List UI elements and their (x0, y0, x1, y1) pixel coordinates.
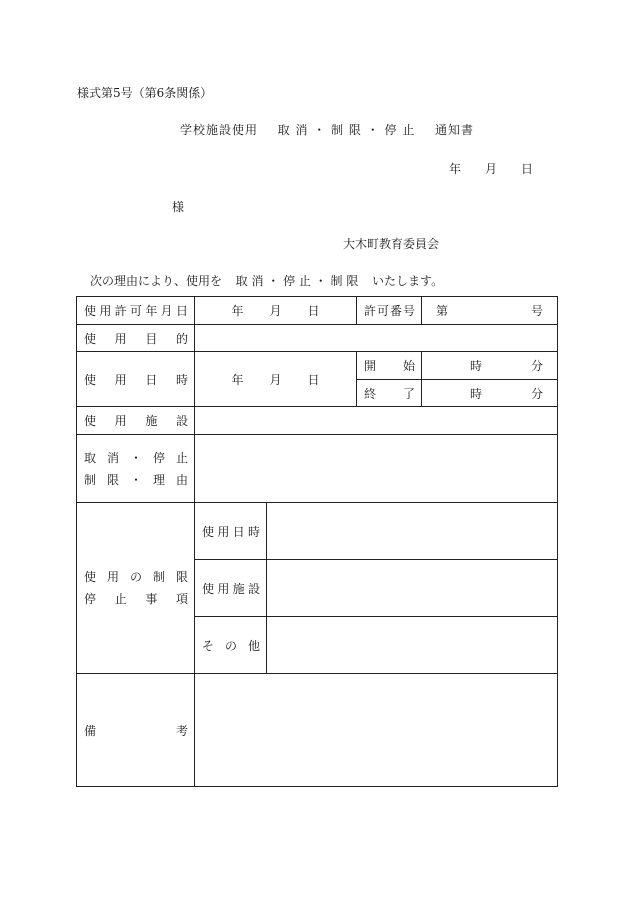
sub-datetime-value (267, 503, 558, 560)
intro-prefix: 次の理由により、使用を (90, 274, 223, 288)
title-suffix: 通知書 (435, 123, 475, 137)
permit-number-suffix: 号 (531, 304, 544, 318)
end-hour: 時 (470, 386, 483, 401)
sub-datetime-label: 使用日時 (195, 503, 267, 560)
row-remarks (77, 674, 558, 787)
permit-number-label: 許可番号 (357, 297, 422, 325)
facility-value (195, 407, 558, 435)
use-date-month: 月 (269, 372, 282, 387)
end-time-value (422, 380, 558, 407)
reason-value (195, 435, 558, 503)
row-restriction-datetime (77, 503, 558, 560)
reason-label (77, 435, 195, 503)
permit-date-month: 月 (269, 304, 282, 318)
form-number: 様式第5号（第6条関係） (77, 86, 213, 100)
remarks-label (77, 674, 195, 787)
start-minute: 分 (531, 359, 544, 373)
document-title (180, 121, 474, 138)
addressee-suffix: 様 (172, 200, 185, 214)
purpose-value (195, 325, 558, 352)
use-date-year: 年 (231, 372, 244, 387)
use-date-day: 日 (307, 372, 320, 387)
purpose-label: 使用目的 (77, 325, 195, 352)
row-facility (77, 407, 558, 435)
use-date-value (195, 352, 357, 407)
end-minute: 分 (531, 386, 544, 401)
issuer-name: 大木町教育委員会 (343, 237, 440, 251)
title-prefix: 学校施設使用 (180, 123, 259, 137)
start-hour: 時 (470, 359, 483, 373)
permit-number-value (422, 297, 558, 325)
issue-date-month: 月 (485, 162, 498, 176)
start-time-value (422, 352, 558, 380)
sub-other-value (267, 617, 558, 674)
end-label: 終了 (357, 380, 422, 407)
sub-facility-value (267, 560, 558, 617)
row-reason (77, 435, 558, 503)
issue-date-day: 日 (521, 162, 534, 176)
permit-date-day: 日 (307, 304, 320, 318)
restriction-label-line1: 使用の制限 (84, 570, 188, 584)
facility-label: 使用施設 (77, 407, 195, 435)
reason-label-line2: 制限・理由 (84, 472, 188, 487)
reason-label-line1: 取消・停止 (84, 450, 188, 465)
row-permit-date (77, 297, 558, 325)
permit-date-year: 年 (231, 304, 244, 318)
title-options: 取 消 ・ 制 限 ・ 停 止 (277, 123, 416, 137)
issue-date (449, 160, 533, 177)
remarks-value (195, 674, 558, 787)
remarks-label-2: 考 (175, 723, 188, 738)
start-label: 開始 (357, 352, 422, 380)
intro-options: 取 消 ・ 停 止 ・ 制 限 (235, 274, 359, 288)
remarks-label-1: 備 (84, 723, 97, 738)
intro-sentence (90, 272, 443, 289)
permit-date-label: 使用許可年月日 (77, 297, 195, 325)
intro-suffix: いたします。 (372, 274, 444, 288)
row-purpose (77, 325, 558, 352)
issue-date-year: 年 (449, 162, 462, 176)
sub-other-label: その他 (195, 617, 267, 674)
row-datetime-start (77, 352, 558, 380)
permit-date-value (195, 297, 357, 325)
notification-table (76, 296, 558, 787)
sub-facility-label: 使用施設 (195, 560, 267, 617)
datetime-label: 使用日時 (77, 352, 195, 407)
restriction-label-line2: 停止事項 (84, 592, 188, 606)
permit-number-prefix: 第 (436, 304, 449, 318)
restriction-label (77, 503, 195, 674)
